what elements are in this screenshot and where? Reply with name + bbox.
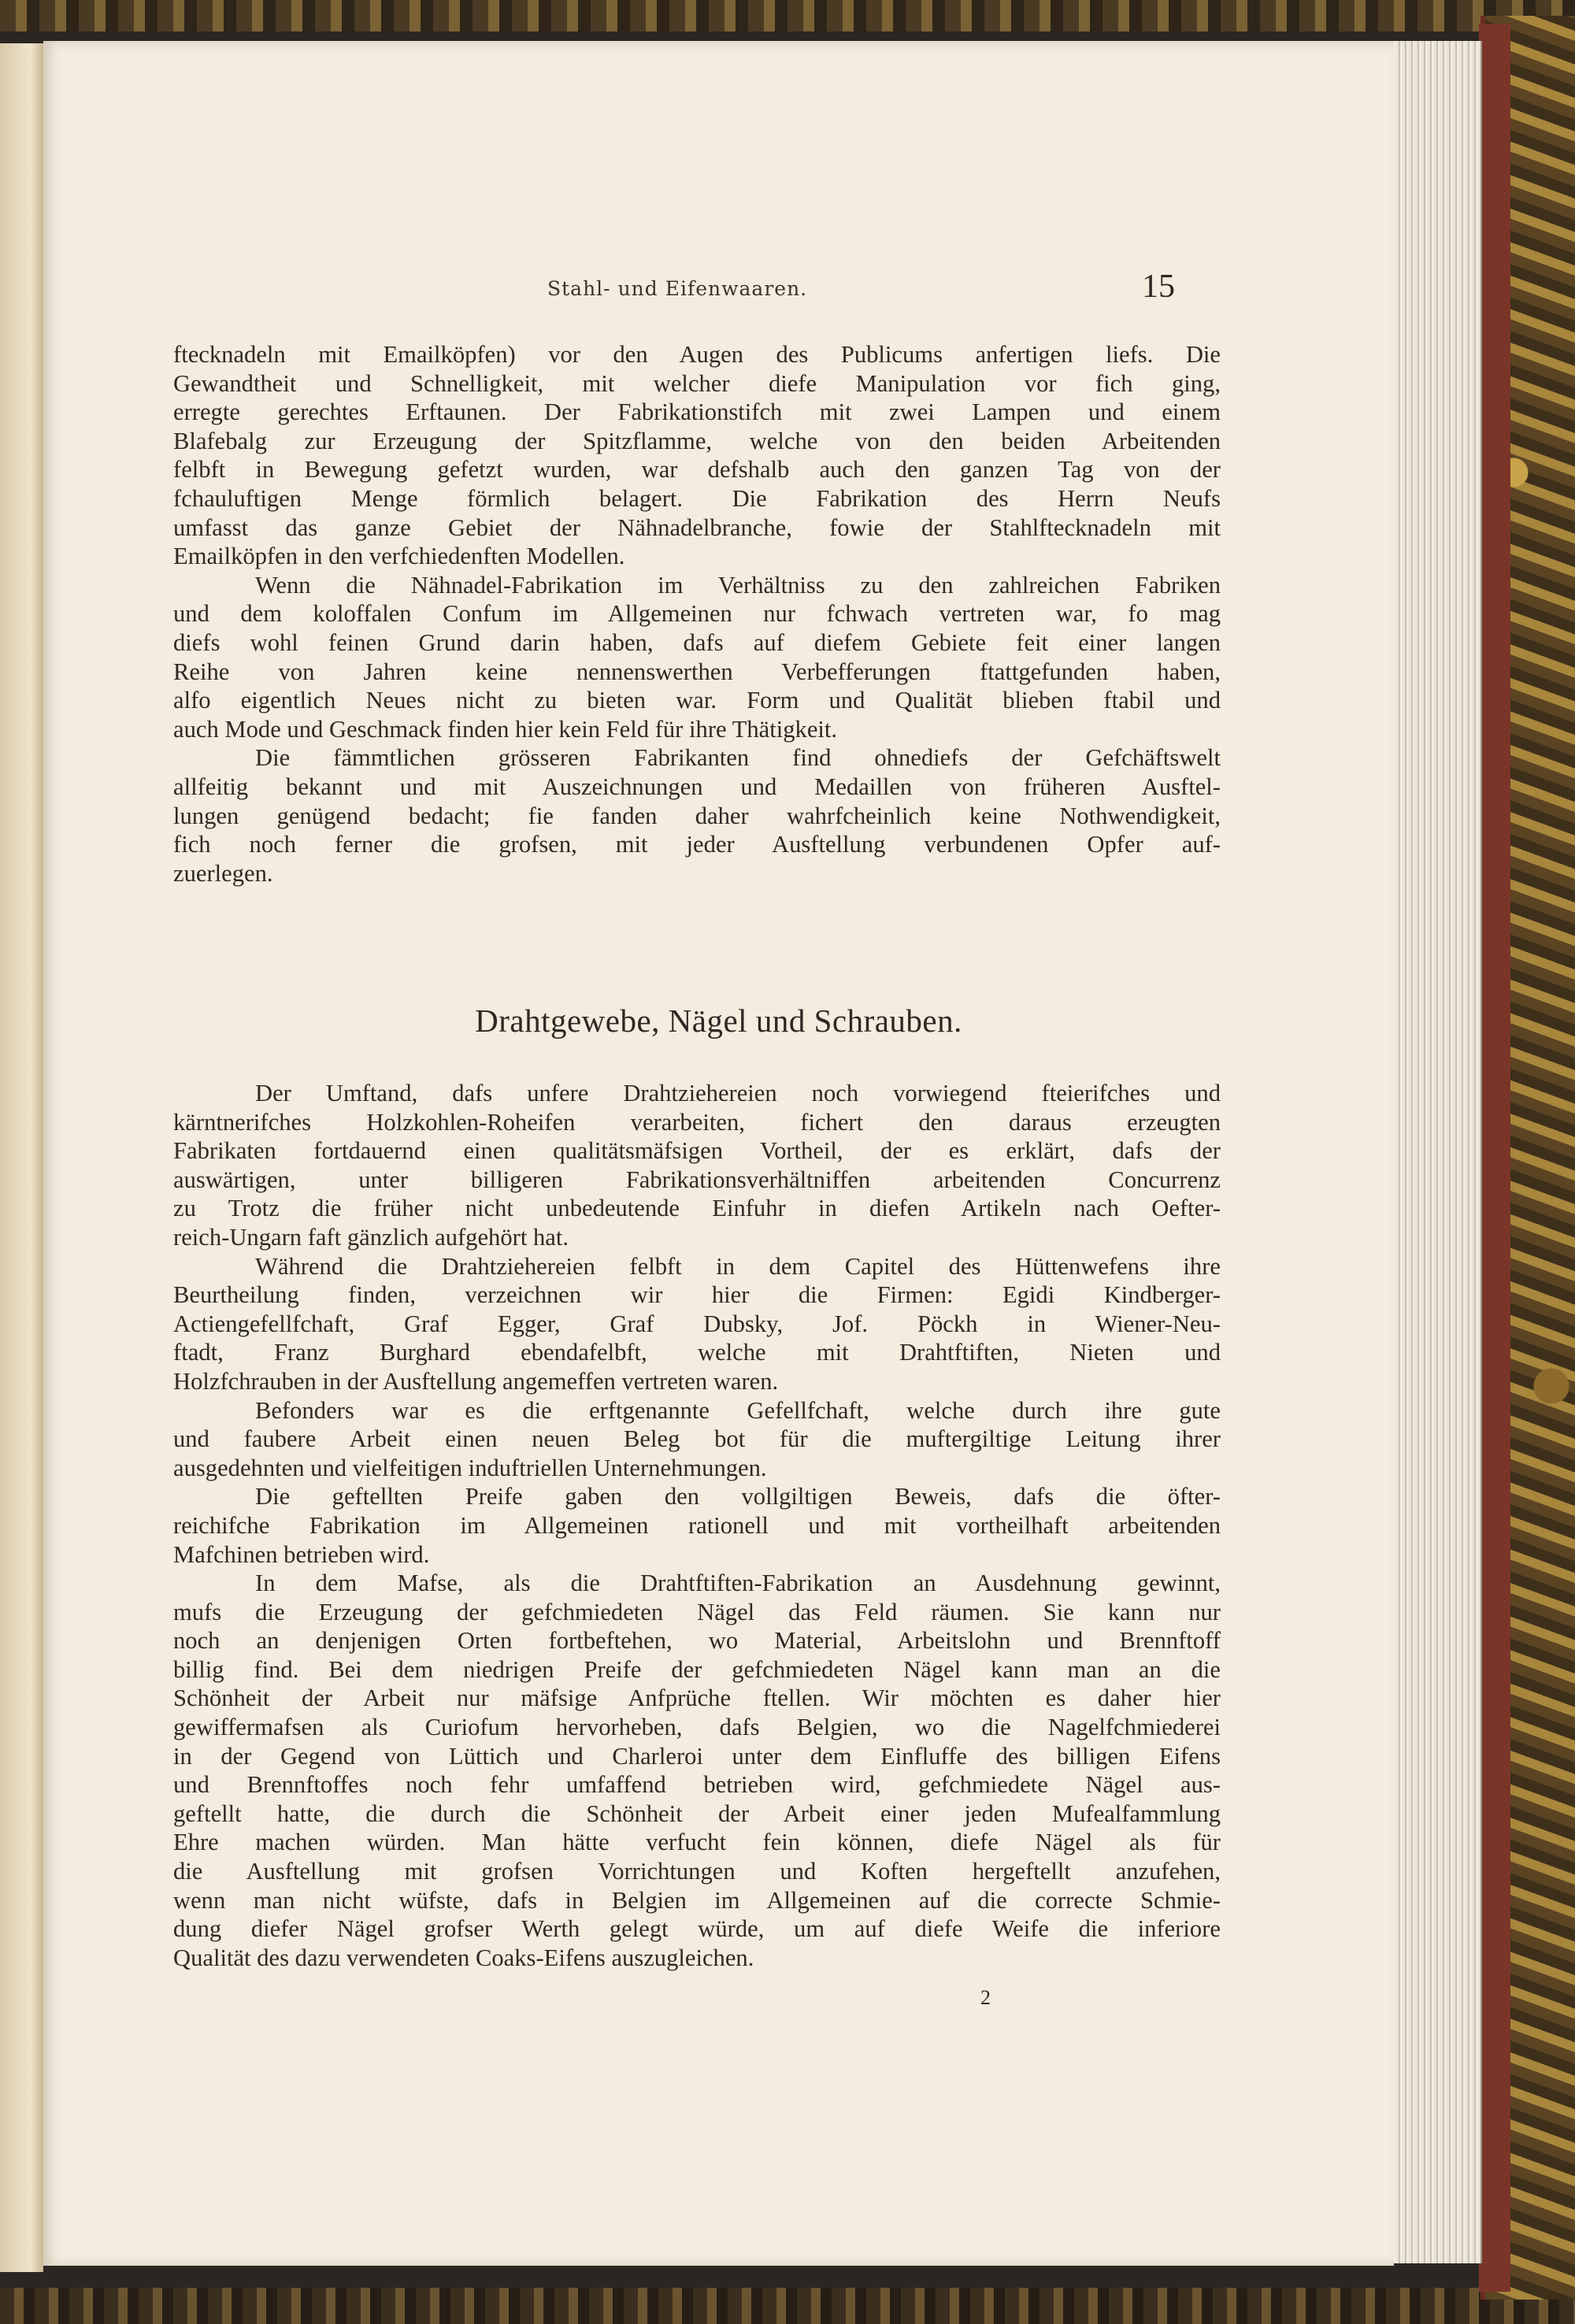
text-line: reich-Ungarn faft gänzlich aufgehört hat. [173, 1223, 569, 1251]
text-line: erregte gerechtes Erftaunen. Der Fabrikationstifch mit zwei Lampen und einem [173, 398, 1221, 426]
text-line: dung diefer Nägel grofser Werth gelegt würde, um auf diefe Weife die inferiore [173, 1915, 1221, 1943]
text-line: gewiffermafsen als Curiofum hervorheben, dafs Belgien, wo die Nagelfchmiederei [173, 1714, 1221, 1741]
text-line: Holzfchrauben in der Ausftellung angemeffen vertreten waren. [173, 1367, 779, 1395]
paragraph [173, 1482, 1221, 1569]
text-line: Emailköpfen in den verfchiedenften Modellen. [173, 543, 625, 570]
book-cover-bottom-edge [0, 2288, 1575, 2324]
text-line: kärntnerifches Holzkohlen-Roheifen verarbeiten, fichert den daraus erzeugten [173, 1108, 1221, 1136]
text-line: und dem koloffalen Confum im Allgemeinen nur fchwach vertreten war, fo mag [173, 600, 1221, 628]
text-line: in der Gegend von Lüttich und Charleroi unter dem Einfluffe des billigen Eifens [173, 1742, 1221, 1770]
text-line: Wenn die Nähnadel-Fabrikation im Verhältniss zu den zahlreichen Fabriken [255, 571, 1221, 599]
text-line: alfo eigentlich Neues nicht zu bieten war. Form und Qualität blieben ftabil und [173, 687, 1221, 714]
book-cover-top-edge [0, 0, 1575, 32]
text-line: Qualität des dazu verwendeten Coaks-Eifens auszugleichen. [173, 1944, 754, 1971]
text-line: diefs wohl feinen Grund darin haben, dafs auf diefem Gebiete feit einer langen [173, 628, 1221, 656]
text-line: ausgedehnten und vielfeitigen induftriellen Unternehmungen. [173, 1454, 767, 1481]
text-line: auch Mode und Geschmack finden hier kein Feld für ihre Thätigkeit. [173, 715, 838, 743]
text-line: Gewandtheit und Schnelligkeit, mit welcher diefe Manipulation vor fich ging, [173, 369, 1221, 397]
paragraph [173, 340, 1221, 571]
running-head: Stahl- und Eifenwaaren. [547, 277, 808, 300]
text-line: Schönheit der Arbeit nur mäfsige Anfprüche ftellen. Wir möchten es daher hier [173, 1685, 1221, 1712]
text-line: ftadt, Franz Burghard ebendafelbft, welche mit Drahtftiften, Nieten und [173, 1339, 1221, 1366]
paragraph [173, 1252, 1221, 1396]
text-line: felbft in Bewegung gefetzt wurden, war defshalb auch den ganzen Tag von der [173, 456, 1221, 484]
text-line: In dem Mafse, als die Drahtftiften-Fabrikation an Ausdehnung gewinnt, [255, 1570, 1221, 1597]
body-text-part-1 [173, 340, 1221, 888]
body-text-part-2 [173, 1079, 1221, 1972]
text-line: Der Umftand, dafs unfere Drahtziehereien noch vorwiegend fteierifches und [255, 1080, 1221, 1106]
text-line: Beurtheilung finden, verzeichnen wir hier die Firmen: Egidi Kindberger- [173, 1281, 1221, 1309]
text-line: und Brennftoffes noch fehr umfaffend betrieben wird, gefchmiedete Nägel aus- [173, 1771, 1221, 1799]
page-block-edges [1390, 41, 1482, 2263]
signature-mark: 2 [980, 1986, 991, 2009]
paragraph [173, 1396, 1221, 1483]
text-line: auswärtigen, unter billigeren Fabrikationsverhältniffen arbeitenden Concurrenz [173, 1166, 1221, 1193]
text-line: fich noch ferner die grofsen, mit jeder Ausftellung verbundenen Opfer auf- [173, 831, 1221, 858]
text-line: Die geftellten Preife gaben den vollgiltigen Beweis, dafs die öfter- [255, 1483, 1221, 1510]
text-line: Actiengefellfchaft, Graf Egger, Graf Dubsky, Jof. Pöckh in Wiener-Neu- [173, 1310, 1221, 1337]
text-line: lungen genügend bedacht; fie fanden daher wahrfcheinlich keine Nothwendigkeit, [173, 802, 1221, 829]
text-line: umfasst das ganze Gebiet der Nähnadelbranche, fowie der Stahlftecknadeln mit [173, 513, 1221, 541]
paragraph [173, 1079, 1221, 1252]
text-line: mufs die Erzeugung der gefchmiedeten Nägel das Feld räumen. Sie kann nur [173, 1598, 1221, 1625]
text-line: fchauluftigen Menge förmlich belagert. Die Fabrikation des Herrn Neufs [173, 484, 1221, 512]
page-number: 15 [1142, 269, 1175, 305]
text-line: Während die Drahtziehereien felbft in dem Capitel des Hüttenwefens ihre [255, 1252, 1221, 1280]
text-line: und faubere Arbeit einen neuen Beleg bot für die muftergiltige Leitung ihrer [173, 1425, 1221, 1453]
paragraph [173, 1569, 1221, 1972]
text-line: geftellt hatte, die durch die Schönheit der Arbeit einer jeden Mufealfammlung [173, 1800, 1221, 1827]
paragraph [173, 571, 1221, 744]
text-line: die Ausftellung mit grofsen Vorrichtungen und Koften hergeftellt anzufehen, [173, 1858, 1221, 1885]
text-line: Mafchinen betrieben wird. [173, 1540, 430, 1568]
text-line: Ehre machen würden. Man hätte verfucht fein können, diefe Nägel als für [173, 1829, 1221, 1856]
text-line: zuerlegen. [173, 859, 273, 887]
facing-page-edge [0, 43, 43, 2272]
book-page [43, 41, 1394, 2266]
text-line: Befonders war es die erftgenannte Gefellfchaft, welche durch ihre gute [255, 1396, 1221, 1424]
text-line: Blafebalg zur Erzeugung der Spitzflamme, welche von den beiden Arbeitenden [173, 427, 1221, 454]
section-title: Drahtgewebe, Nägel und Schrauben. [475, 1003, 962, 1039]
text-line: allfeitig bekannt und mit Auszeichnungen und Medaillen von früheren Ausftel- [173, 773, 1221, 800]
text-line: wenn man nicht wüfste, dafs in Belgien im Allgemeinen auf die correcte Schmie- [173, 1886, 1221, 1914]
text-line: zu Trotz die früher nicht unbedeutende Einfuhr in diefen Artikeln nach Oefter- [173, 1195, 1221, 1222]
text-line: Fabrikaten fortdauernd einen qualitätsmäfsigen Vortheil, der es erklärt, dafs der [173, 1137, 1221, 1165]
text-line: Die fämmtlichen grösseren Fabrikanten find ohnediefs der Gefchäftswelt [255, 744, 1221, 772]
text-line: billig find. Bei dem niedrigen Preife der gefchmiedeten Nägel kann man an die [173, 1655, 1221, 1683]
text-line: noch an denjenigen Orten fortbeftehen, wo Material, Arbeitslohn und Brennftoff [173, 1627, 1221, 1655]
text-line: ftecknadeln mit Emailköpfen) vor den Augen des Publicums anfertigen liefs. Die [173, 341, 1221, 368]
text-line: reichifche Fabrikation im Allgemeinen rationell und mit vortheilhaft arbeitenden [173, 1511, 1221, 1539]
leather-spine-edge [1479, 24, 1510, 2292]
text-line: Reihe von Jahren keine nennenswerthen Verbefferungen ftattgefunden haben, [173, 658, 1221, 685]
paragraph [173, 743, 1221, 888]
